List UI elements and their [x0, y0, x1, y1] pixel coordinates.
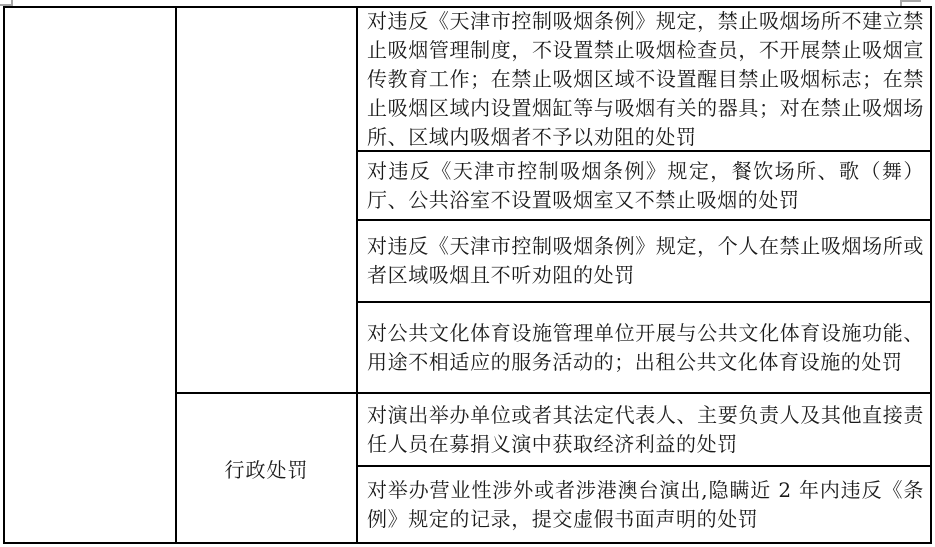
penalty-row-5-text: 对演出举办单位或者其法定代表人、主要负责人及其他直接责任人员在募捐义演中获取经济利益的处罚 [367, 402, 924, 456]
penalty-row-3 [358, 221, 930, 303]
penalty-row-2 [358, 152, 930, 221]
penalty-row-6 [358, 467, 930, 542]
penalty-table [3, 6, 932, 544]
penalty-row-4-text: 对公共文化体育设施管理单位开展与公共文化体育设施功能、用途不相适应的服务活动的；出租公共文化体育设施的处罚 [367, 320, 924, 374]
penalty-row-5 [358, 394, 930, 467]
penalty-row-2-text: 对违反《天津市控制吸烟条例》规定，餐饮场所、歌（舞）厅、公共浴室不设置吸烟室又不禁止吸烟的处罚 [367, 158, 924, 212]
left-spanning-cell [5, 8, 177, 542]
penalty-row-4 [358, 303, 930, 394]
penalty-row-1-text: 对违反《天津市控制吸烟条例》规定，禁止吸烟场所不建立禁止吸烟管理制度，不设置禁止吸烟检查员，不开展禁止吸烟宣传教育工作；在禁止吸烟区域不设置醒目禁止吸烟标志；在禁止吸烟区域内设置烟缸等与吸烟有关的器具；对在禁止吸烟场所、区域内吸烟者不予以劝阻的处罚 [367, 8, 924, 149]
category-cell-upper-empty [177, 8, 358, 394]
penalty-row-1 [358, 8, 930, 152]
category-label: 行政处罚 [224, 457, 309, 482]
penalty-row-6-text: 对举办营业性涉外或者涉港澳台演出,隐瞒近 2 年内违反《条例》规定的记录，提交虚假书面声明的处罚 [367, 477, 924, 531]
category-cell [177, 394, 358, 542]
penalty-row-3-text: 对违反《天津市控制吸烟条例》规定，个人在禁止吸烟场所或者区域吸烟且不听劝阻的处罚 [367, 234, 924, 287]
